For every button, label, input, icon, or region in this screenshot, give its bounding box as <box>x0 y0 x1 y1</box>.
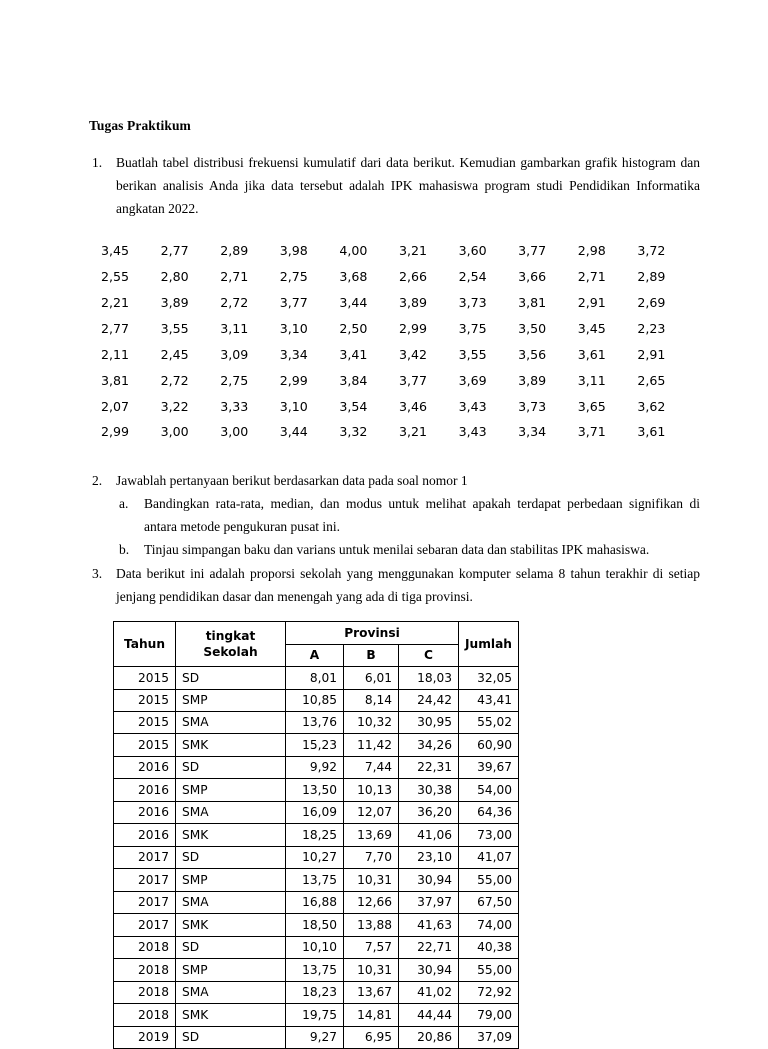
ipk-value: 3,98 <box>279 243 308 259</box>
header-provinsi-c: C <box>399 644 459 666</box>
cell-b: 10,31 <box>344 959 399 981</box>
cell-tingkat: SMA <box>176 711 286 733</box>
question-2a <box>116 492 700 538</box>
ipk-value: 3,61 <box>577 346 606 362</box>
cell-jumlah: 73,00 <box>459 824 519 846</box>
ipk-value: 3,66 <box>518 269 547 285</box>
ipk-value: 2,71 <box>577 269 606 285</box>
table-row <box>114 756 519 778</box>
table-row <box>114 689 519 711</box>
cell-jumlah: 55,00 <box>459 869 519 891</box>
cell-tingkat: SD <box>176 846 286 868</box>
cell-tingkat: SD <box>176 667 286 689</box>
ipk-value: 2,89 <box>637 269 666 285</box>
ipk-value: 2,91 <box>637 346 666 362</box>
cell-c: 20,86 <box>399 1026 459 1048</box>
ipk-value: 3,45 <box>577 320 606 336</box>
cell-tingkat: SMP <box>176 869 286 891</box>
cell-c: 30,94 <box>399 869 459 891</box>
table-row <box>114 914 519 936</box>
ipk-value: 3,71 <box>577 424 606 440</box>
ipk-value: 2,99 <box>279 372 308 388</box>
cell-a: 18,25 <box>286 824 344 846</box>
cell-a: 15,23 <box>286 734 344 756</box>
header-tahun: Tahun <box>114 622 176 667</box>
cell-a: 16,88 <box>286 891 344 913</box>
ipk-value: 3,46 <box>398 398 428 414</box>
cell-b: 12,66 <box>344 891 399 913</box>
question-2b-number: b. <box>119 542 130 558</box>
cell-c: 23,10 <box>399 846 459 868</box>
cell-b: 10,32 <box>344 711 399 733</box>
ipk-row <box>101 265 697 291</box>
cell-jumlah: 64,36 <box>459 801 519 823</box>
ipk-value: 3,81 <box>101 372 130 388</box>
ipk-row <box>101 342 697 368</box>
ipk-value: 3,61 <box>637 424 666 440</box>
cell-a: 10,85 <box>286 689 344 711</box>
cell-b: 7,44 <box>344 756 399 778</box>
cell-jumlah: 72,92 <box>459 981 519 1003</box>
cell-tahun: 2015 <box>114 689 176 711</box>
cell-tingkat: SMK <box>176 914 286 936</box>
ipk-value: 2,71 <box>220 269 249 285</box>
cell-jumlah: 41,07 <box>459 846 519 868</box>
page-title: Tugas Praktikum <box>89 118 191 133</box>
cell-c: 18,03 <box>399 667 459 689</box>
ipk-value: 3,60 <box>458 243 487 259</box>
header-jumlah: Jumlah <box>459 622 519 667</box>
question-2-text: Jawablah pertanyaan berikut berdasarkan data pada soal nomor 1 <box>116 472 468 488</box>
cell-a: 16,09 <box>286 801 344 823</box>
ipk-value: 3,34 <box>518 424 547 440</box>
ipk-value: 3,21 <box>398 424 428 440</box>
ipk-value: 3,55 <box>458 346 487 362</box>
cell-c: 41,63 <box>399 914 459 936</box>
spacer <box>89 446 700 469</box>
cell-jumlah: 54,00 <box>459 779 519 801</box>
ipk-value: 3,89 <box>160 294 189 310</box>
cell-b: 13,69 <box>344 824 399 846</box>
cell-b: 6,95 <box>344 1026 399 1048</box>
cell-tingkat: SMP <box>176 689 286 711</box>
ipk-value: 2,07 <box>101 398 130 414</box>
cell-c: 44,44 <box>399 1004 459 1026</box>
cell-tahun: 2018 <box>114 981 176 1003</box>
cell-c: 30,95 <box>399 711 459 733</box>
ipk-value: 3,54 <box>339 398 368 414</box>
table-row <box>114 936 519 958</box>
cell-b: 12,07 <box>344 801 399 823</box>
ipk-value: 3,44 <box>279 424 308 440</box>
table-row <box>114 959 519 981</box>
question-2 <box>89 469 700 562</box>
ipk-value: 3,56 <box>518 346 547 362</box>
cell-c: 36,20 <box>399 801 459 823</box>
ipk-value: 3,11 <box>220 320 249 336</box>
ipk-value: 3,09 <box>220 346 249 362</box>
table-row <box>114 779 519 801</box>
ipk-value: 2,69 <box>637 294 666 310</box>
question-3-text: Data berikut ini adalah proporsi sekolah yang menggunakan komputer selama 8 tahun terakhir di setiap jenjang pendidikan dasar dan menengah yang ada di tiga provinsi. <box>116 565 700 604</box>
ipk-value: 3,45 <box>101 243 130 259</box>
ipk-value: 2,50 <box>339 320 368 336</box>
ipk-value: 2,66 <box>398 269 428 285</box>
header-tingkat-sekolah <box>176 622 286 667</box>
ipk-row <box>101 239 697 265</box>
cell-a: 13,50 <box>286 779 344 801</box>
cell-c: 24,42 <box>399 689 459 711</box>
table-row <box>114 824 519 846</box>
header-tingkat-line1: tingkat <box>205 628 256 643</box>
question-2-subitems <box>116 492 700 562</box>
ipk-value: 3,44 <box>339 294 368 310</box>
cell-c: 34,26 <box>399 734 459 756</box>
cell-tahun: 2019 <box>114 1026 176 1048</box>
header-provinsi: Provinsi <box>286 622 459 644</box>
table-row <box>114 846 519 868</box>
school-table-wrapper <box>113 621 700 1049</box>
ipk-value: 2,72 <box>220 294 249 310</box>
question-2-number: 2. <box>92 472 103 488</box>
ipk-value: 3,77 <box>398 372 428 388</box>
ipk-value: 2,72 <box>160 372 189 388</box>
cell-a: 9,27 <box>286 1026 344 1048</box>
table-header <box>114 622 519 667</box>
school-data-table <box>113 621 519 1049</box>
ipk-value: 2,77 <box>160 243 189 259</box>
ipk-value: 2,80 <box>160 269 189 285</box>
cell-a: 19,75 <box>286 1004 344 1026</box>
ipk-value: 3,43 <box>458 424 487 440</box>
cell-c: 22,71 <box>399 936 459 958</box>
cell-tingkat: SMA <box>176 891 286 913</box>
ipk-value: 2,75 <box>220 372 249 388</box>
ipk-value: 3,21 <box>398 243 428 259</box>
ipk-value: 2,98 <box>577 243 606 259</box>
cell-b: 8,14 <box>344 689 399 711</box>
ipk-value: 3,00 <box>160 424 189 440</box>
ipk-value: 3,43 <box>458 398 487 414</box>
header-provinsi-b: B <box>344 644 399 666</box>
ipk-value: 3,34 <box>279 346 308 362</box>
header-tingkat-line2: Sekolah <box>203 645 258 660</box>
cell-b: 13,88 <box>344 914 399 936</box>
ipk-value: 3,75 <box>458 320 487 336</box>
ipk-row <box>101 420 697 446</box>
cell-a: 10,10 <box>286 936 344 958</box>
cell-tahun: 2018 <box>114 959 176 981</box>
ipk-data-grid <box>101 239 697 446</box>
ipk-value: 3,42 <box>398 346 428 362</box>
ipk-value: 2,54 <box>458 269 487 285</box>
question-1 <box>89 151 700 221</box>
cell-jumlah: 79,00 <box>459 1004 519 1026</box>
cell-jumlah: 60,90 <box>459 734 519 756</box>
cell-a: 18,50 <box>286 914 344 936</box>
table-row <box>114 711 519 733</box>
ipk-value: 3,81 <box>518 294 547 310</box>
ipk-value: 3,50 <box>518 320 547 336</box>
ipk-value: 3,62 <box>637 398 666 414</box>
ipk-value: 2,65 <box>637 372 666 388</box>
ipk-value: 3,41 <box>339 346 368 362</box>
cell-c: 30,38 <box>399 779 459 801</box>
ipk-value: 3,72 <box>637 243 666 259</box>
cell-a: 10,27 <box>286 846 344 868</box>
ipk-value: 3,00 <box>220 424 249 440</box>
ipk-value: 2,89 <box>220 243 249 259</box>
ipk-value: 3,11 <box>577 372 606 388</box>
question-2a-number: a. <box>119 496 129 511</box>
ipk-value: 3,68 <box>339 269 368 285</box>
cell-b: 7,70 <box>344 846 399 868</box>
header-row-1 <box>114 622 519 644</box>
cell-tahun: 2017 <box>114 846 176 868</box>
ipk-value: 3,10 <box>279 398 308 414</box>
ipk-row <box>101 368 697 394</box>
cell-tingkat: SMP <box>176 959 286 981</box>
table-body <box>114 667 519 1049</box>
cell-b: 7,57 <box>344 936 399 958</box>
cell-tahun: 2017 <box>114 869 176 891</box>
table-row <box>114 734 519 756</box>
cell-c: 41,06 <box>399 824 459 846</box>
cell-a: 18,23 <box>286 981 344 1003</box>
cell-jumlah: 55,02 <box>459 711 519 733</box>
question-1-number: 1. <box>92 155 103 170</box>
cell-tahun: 2017 <box>114 891 176 913</box>
cell-b: 10,13 <box>344 779 399 801</box>
cell-tingkat: SD <box>176 936 286 958</box>
ipk-value: 3,77 <box>518 243 547 259</box>
ipk-row <box>101 394 697 420</box>
ipk-value: 3,55 <box>160 320 189 336</box>
cell-tahun: 2018 <box>114 936 176 958</box>
cell-jumlah: 32,05 <box>459 667 519 689</box>
cell-tahun: 2016 <box>114 824 176 846</box>
cell-jumlah: 43,41 <box>459 689 519 711</box>
cell-tahun: 2015 <box>114 667 176 689</box>
cell-tingkat: SMA <box>176 981 286 1003</box>
table-row <box>114 1026 519 1048</box>
cell-tahun: 2017 <box>114 914 176 936</box>
ipk-value: 2,99 <box>398 320 428 336</box>
cell-jumlah: 55,00 <box>459 959 519 981</box>
cell-tingkat: SMP <box>176 779 286 801</box>
cell-a: 8,01 <box>286 667 344 689</box>
cell-tingkat: SD <box>176 1026 286 1048</box>
table-row <box>114 1004 519 1026</box>
ipk-value: 3,32 <box>339 424 368 440</box>
ipk-row <box>101 316 697 342</box>
cell-c: 41,02 <box>399 981 459 1003</box>
table-row <box>114 801 519 823</box>
ipk-value: 4,00 <box>339 243 368 259</box>
ipk-value: 2,11 <box>101 346 130 362</box>
cell-tahun: 2015 <box>114 711 176 733</box>
question-2b-text: Tinjau simpangan baku dan varians untuk menilai sebaran data dan stabilitas IPK mahasiswa. <box>144 542 650 558</box>
table-row <box>114 667 519 689</box>
cell-tingkat: SD <box>176 756 286 778</box>
question-3-number: 3. <box>92 565 103 581</box>
cell-tahun: 2015 <box>114 734 176 756</box>
cell-b: 10,31 <box>344 869 399 891</box>
cell-tahun: 2016 <box>114 756 176 778</box>
ipk-value: 2,75 <box>279 269 308 285</box>
cell-a: 13,75 <box>286 869 344 891</box>
cell-a: 13,76 <box>286 711 344 733</box>
question-2a-text: Bandingkan rata-rata, median, dan modus untuk melihat apakah terdapat perbedaan signifikan di antara metode pengukuran pusat ini. <box>144 496 700 535</box>
ipk-value: 3,89 <box>518 372 547 388</box>
cell-b: 14,81 <box>344 1004 399 1026</box>
cell-jumlah: 39,67 <box>459 756 519 778</box>
ipk-value: 3,84 <box>339 372 368 388</box>
ipk-value: 3,33 <box>220 398 249 414</box>
ipk-row <box>101 290 697 316</box>
ipk-value: 2,55 <box>101 269 130 285</box>
cell-tahun: 2016 <box>114 801 176 823</box>
cell-jumlah: 40,38 <box>459 936 519 958</box>
cell-jumlah: 67,50 <box>459 891 519 913</box>
cell-tingkat: SMA <box>176 801 286 823</box>
cell-a: 13,75 <box>286 959 344 981</box>
cell-jumlah: 74,00 <box>459 914 519 936</box>
ipk-value: 3,77 <box>279 294 308 310</box>
ipk-value: 3,73 <box>518 398 547 414</box>
ipk-value: 2,45 <box>160 346 189 362</box>
cell-c: 30,94 <box>399 959 459 981</box>
ipk-value: 3,65 <box>577 398 606 414</box>
cell-tahun: 2018 <box>114 1004 176 1026</box>
cell-tingkat: SMK <box>176 824 286 846</box>
cell-c: 22,31 <box>399 756 459 778</box>
ipk-value: 2,21 <box>101 294 130 310</box>
question-3 <box>89 562 700 608</box>
ipk-value: 2,91 <box>577 294 606 310</box>
cell-tahun: 2016 <box>114 779 176 801</box>
table-row <box>114 869 519 891</box>
ipk-value: 3,89 <box>398 294 428 310</box>
table-row <box>114 891 519 913</box>
cell-b: 13,67 <box>344 981 399 1003</box>
table-row <box>114 981 519 1003</box>
cell-c: 37,97 <box>399 891 459 913</box>
ipk-value: 2,99 <box>101 424 130 440</box>
cell-b: 11,42 <box>344 734 399 756</box>
cell-b: 6,01 <box>344 667 399 689</box>
ipk-value: 2,23 <box>637 320 666 336</box>
cell-tingkat: SMK <box>176 734 286 756</box>
question-2b <box>116 538 700 561</box>
ipk-value: 3,10 <box>279 320 308 336</box>
ipk-value: 2,77 <box>101 320 130 336</box>
cell-jumlah: 37,09 <box>459 1026 519 1048</box>
ipk-value: 3,73 <box>458 294 487 310</box>
ipk-value: 3,22 <box>160 398 189 414</box>
ipk-value: 3,69 <box>458 372 487 388</box>
question-1-text: Buatlah tabel distribusi frekuensi kumulatif dari data berikut. Kemudian gambarkan grafik histogram dan berikan analisis Anda jika data tersebut adalah IPK mahasiswa program studi Pendidikan Informatika angkatan 2022. <box>116 155 700 217</box>
cell-tingkat: SMK <box>176 1004 286 1026</box>
cell-a: 9,92 <box>286 756 344 778</box>
header-provinsi-a: A <box>286 644 344 666</box>
